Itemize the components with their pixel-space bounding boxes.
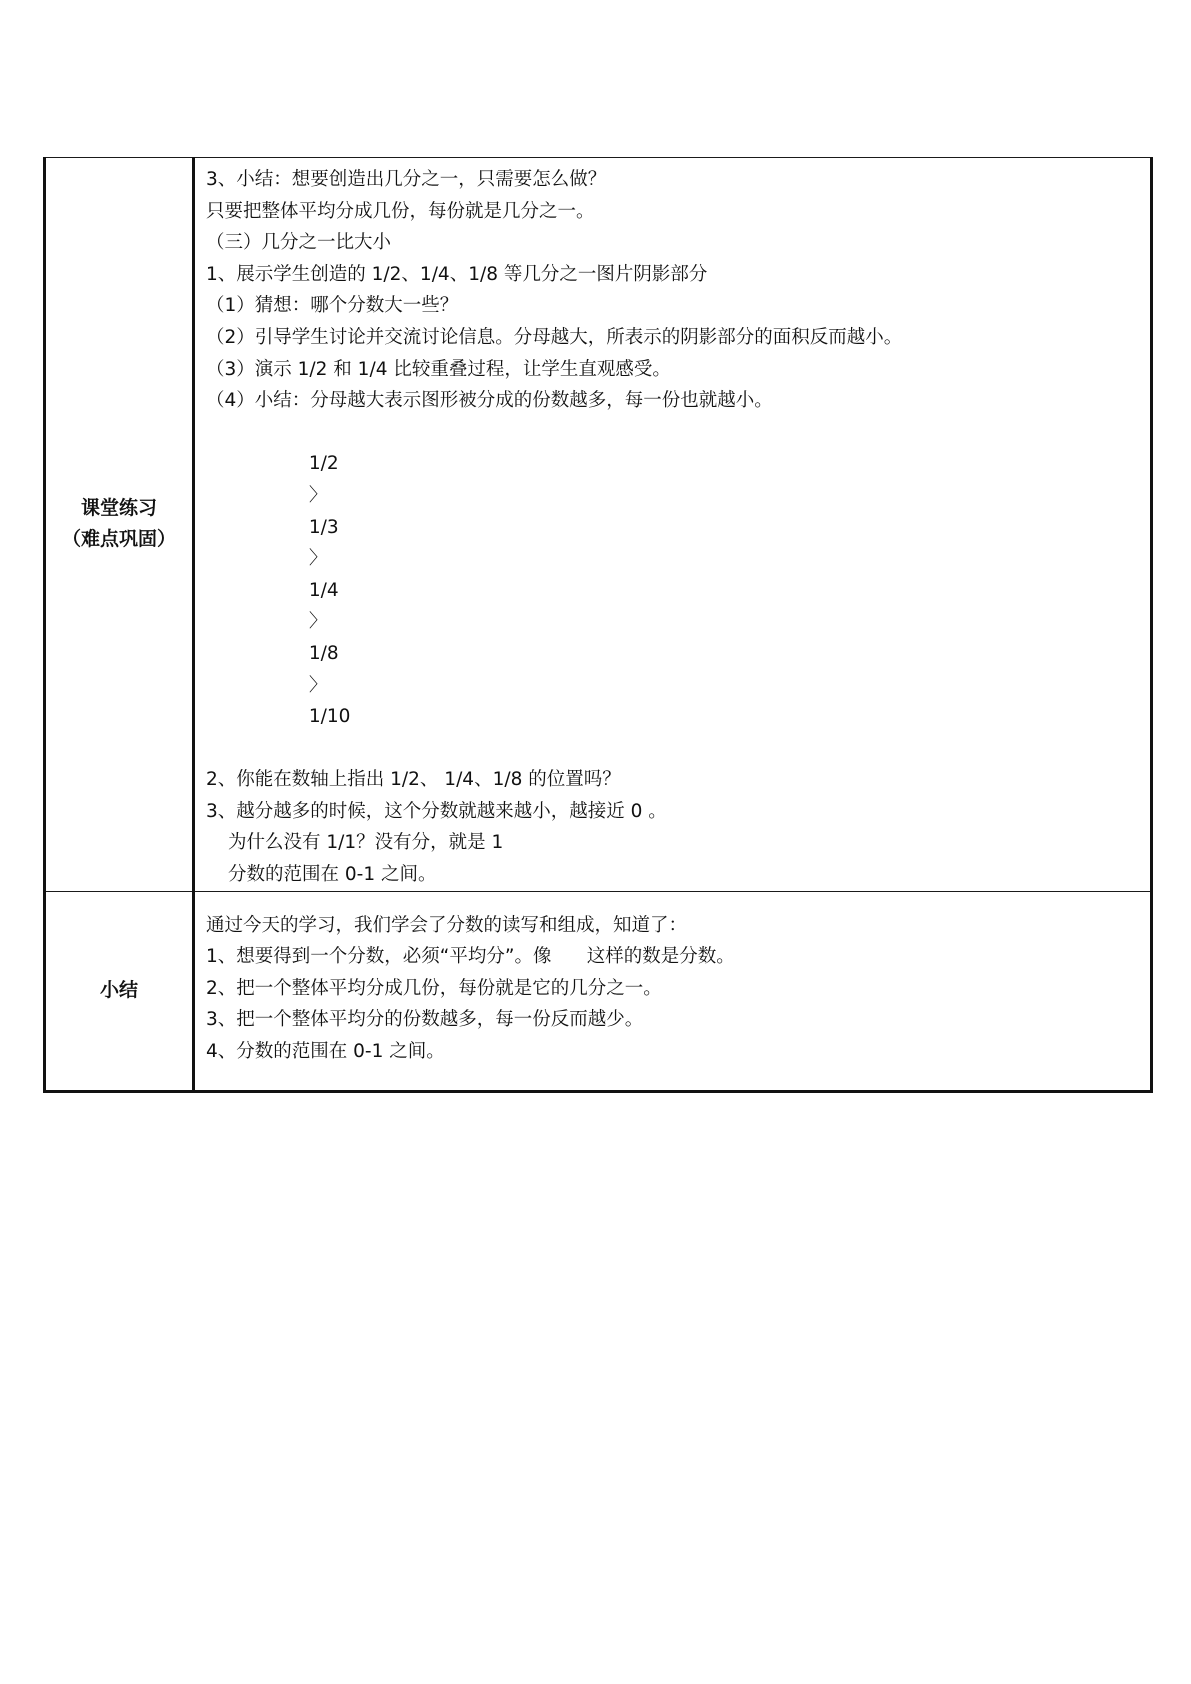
fraction-item: 1/10 (308, 706, 351, 728)
fraction-item: 1/3 (308, 516, 339, 538)
practice-line: （2）引导学生讨论并交流讨论信息。分母越大，所表示的阴影部分的面积反而越小。 (206, 326, 903, 348)
practice-indented-line: 为什么没有 1/1？没有分，就是 1 (228, 832, 504, 854)
practice-line: 3、小结：想要创造出几分之一，只需要怎么做？ (206, 169, 607, 190)
practice-indented-line: 分数的范围在 0-1 之间。 (228, 864, 437, 886)
greater-than-symbol: 〉 (308, 611, 328, 633)
fraction-item: 1/8 (308, 642, 339, 664)
practice-label-title: 课堂练习 (80, 497, 157, 520)
fraction-order-line (206, 417, 1150, 765)
summary-content-cell (194, 891, 1152, 1091)
fraction-item: 1/2 (308, 453, 339, 475)
summary-item: 3、把一个整体平均分的份数越多，每一份反而越少。 (206, 1009, 644, 1031)
summary-label-cell (45, 891, 194, 1091)
fraction-item: 1/4 (308, 579, 339, 601)
practice-content-cell (194, 158, 1152, 892)
lesson-plan-table (43, 157, 1153, 1093)
practice-line: （4）小结：分母越大表示图形被分成的份数越多，每一份也就越小。 (206, 390, 773, 412)
summary-body (195, 892, 1150, 1068)
summary-intro: 通过今天的学习，我们学会了分数的读写和组成，知道了： (206, 914, 688, 936)
summary-label: 小结 (99, 979, 138, 1002)
summary-item: 1、想要得到一个分数，必须“平均分”。像 这样的数是分数。 (206, 946, 735, 968)
practice-line: 只要把整体平均分成几份，每份就是几分之一。 (206, 200, 595, 222)
practice-line: （1）猜想：哪个分数大一些？ (206, 295, 459, 317)
summary-item: 4、分数的范围在 0-1 之间。 (206, 1041, 445, 1063)
practice-row (45, 158, 1152, 892)
practice-body (195, 158, 1150, 891)
greater-than-symbol: 〉 (308, 548, 328, 570)
practice-line: （3）演示 1/2 和 1/4 比较重叠过程，让学生直观感受。 (206, 358, 671, 380)
practice-line: 2、你能在数轴上指出 1/2、 1/4、1/8 的位置吗？ (206, 769, 621, 791)
greater-than-symbol: 〉 (308, 674, 328, 696)
greater-than-symbol: 〉 (308, 484, 328, 506)
practice-line: 1、展示学生创造的 1/2、1/4、1/8 等几分之一图片阴影部分 (206, 263, 708, 285)
summary-row (45, 891, 1152, 1091)
practice-line: 3、越分越多的时候，这个分数就越来越小，越接近 0 。 (206, 800, 667, 822)
practice-label-cell (45, 158, 194, 892)
practice-label-subtitle: （难点巩固） (61, 528, 176, 551)
summary-item: 2、把一个整体平均分成几份，每份就是它的几分之一。 (206, 977, 662, 999)
practice-line: （三）几分之一比大小 (206, 232, 392, 254)
